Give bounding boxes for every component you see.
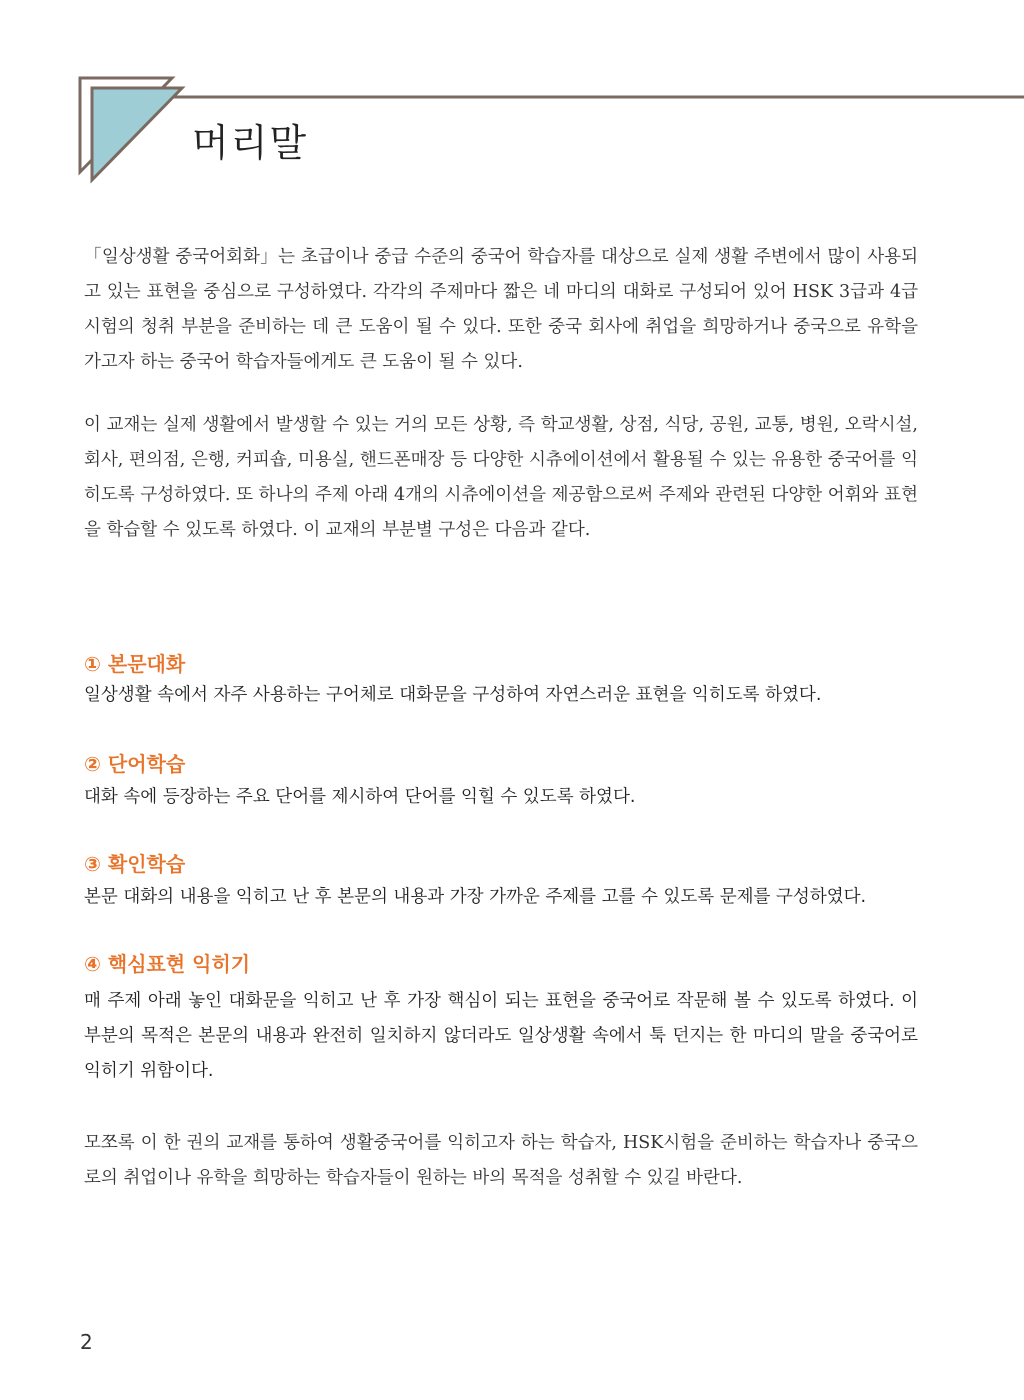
page-number: 2 bbox=[80, 1330, 93, 1354]
section-heading-vocabulary: ② 단어학습 bbox=[84, 752, 186, 776]
intro-paragraph-1: 「일상생활 중국어회화」는 초급이나 중급 수준의 중국어 학습자를 대상으로 실제 생활 주변에서 많이 사용되고 있는 표현을 중심으로 구성하였다. 각각의 주제마다 짧은 네 마디의 대화로 구성되어 있어 HSK 3급과 4급 시험의 청취 부분을 준비하는 데 큰 도움이 될 수 있다. 또한 중국 회사에 취업을 희망하거나 중국으로 유학을 가고자 하는 중국어 학습자들에게도 큰 도움이 될 수 있다. bbox=[84, 247, 918, 372]
section-body-review: 본문 대화의 내용을 익히고 난 후 본문의 내용과 가장 가까운 주제를 고를 수 있도록 문제를 구성하였다. bbox=[84, 887, 867, 907]
section-body-key-expressions: 매 주제 아래 놓인 대화문을 익히고 난 후 가장 핵심이 되는 표현을 중국어로 작문해 볼 수 있도록 하였다. 이 부분의 목적은 본문의 내용과 완전히 일치하지 않더라도 일상생활 속에서 툭 던지는 한 마디의 말을 중국어로 익히기 위함이다. bbox=[84, 991, 918, 1081]
intro-paragraph-2: 이 교재는 실제 생활에서 발생할 수 있는 거의 모든 상황, 즉 학교생활, 상점, 식당, 공원, 교통, 병원, 오락시설, 회사, 편의점, 은행, 커피숍, 미용실, 핸드폰매장 등 다양한 시츄에이션에서 활용될 수 있는 유용한 중국어를 익히도록 구성하였다. 또 하나의 주제 아래 4개의 시츄에이션을 제공함으로써 주제와 관련된 다양한 어휘와 표현을 학습할 수 있도록 하였다. 이 교재의 부분별 구성은 다음과 같다. bbox=[84, 415, 918, 540]
page-title: 머리말 bbox=[192, 121, 309, 165]
section-body-dialogue: 일상생활 속에서 자주 사용하는 구어체로 대화문을 구성하여 자연스러운 표현을 익히도록 하였다. bbox=[84, 685, 822, 705]
header-decoration bbox=[0, 0, 1024, 200]
header-front-triangle bbox=[92, 88, 182, 180]
closing-paragraph: 모쪼록 이 한 권의 교재를 통하여 생활중국어를 익히고자 하는 학습자, HSK시험을 준비하는 학습자나 중국으로의 취업이나 유학을 희망하는 학습자들이 원하는 바의 목적을 성취할 수 있길 바란다. bbox=[84, 1133, 918, 1188]
section-heading-review: ③ 확인학습 bbox=[84, 852, 186, 876]
section-heading-key-expressions: ④ 핵심표현 익히기 bbox=[84, 952, 251, 976]
section-body-vocabulary: 대화 속에 등장하는 주요 단어를 제시하여 단어를 익힐 수 있도록 하였다. bbox=[84, 787, 636, 807]
section-heading-dialogue: ① 본문대화 bbox=[84, 652, 186, 676]
